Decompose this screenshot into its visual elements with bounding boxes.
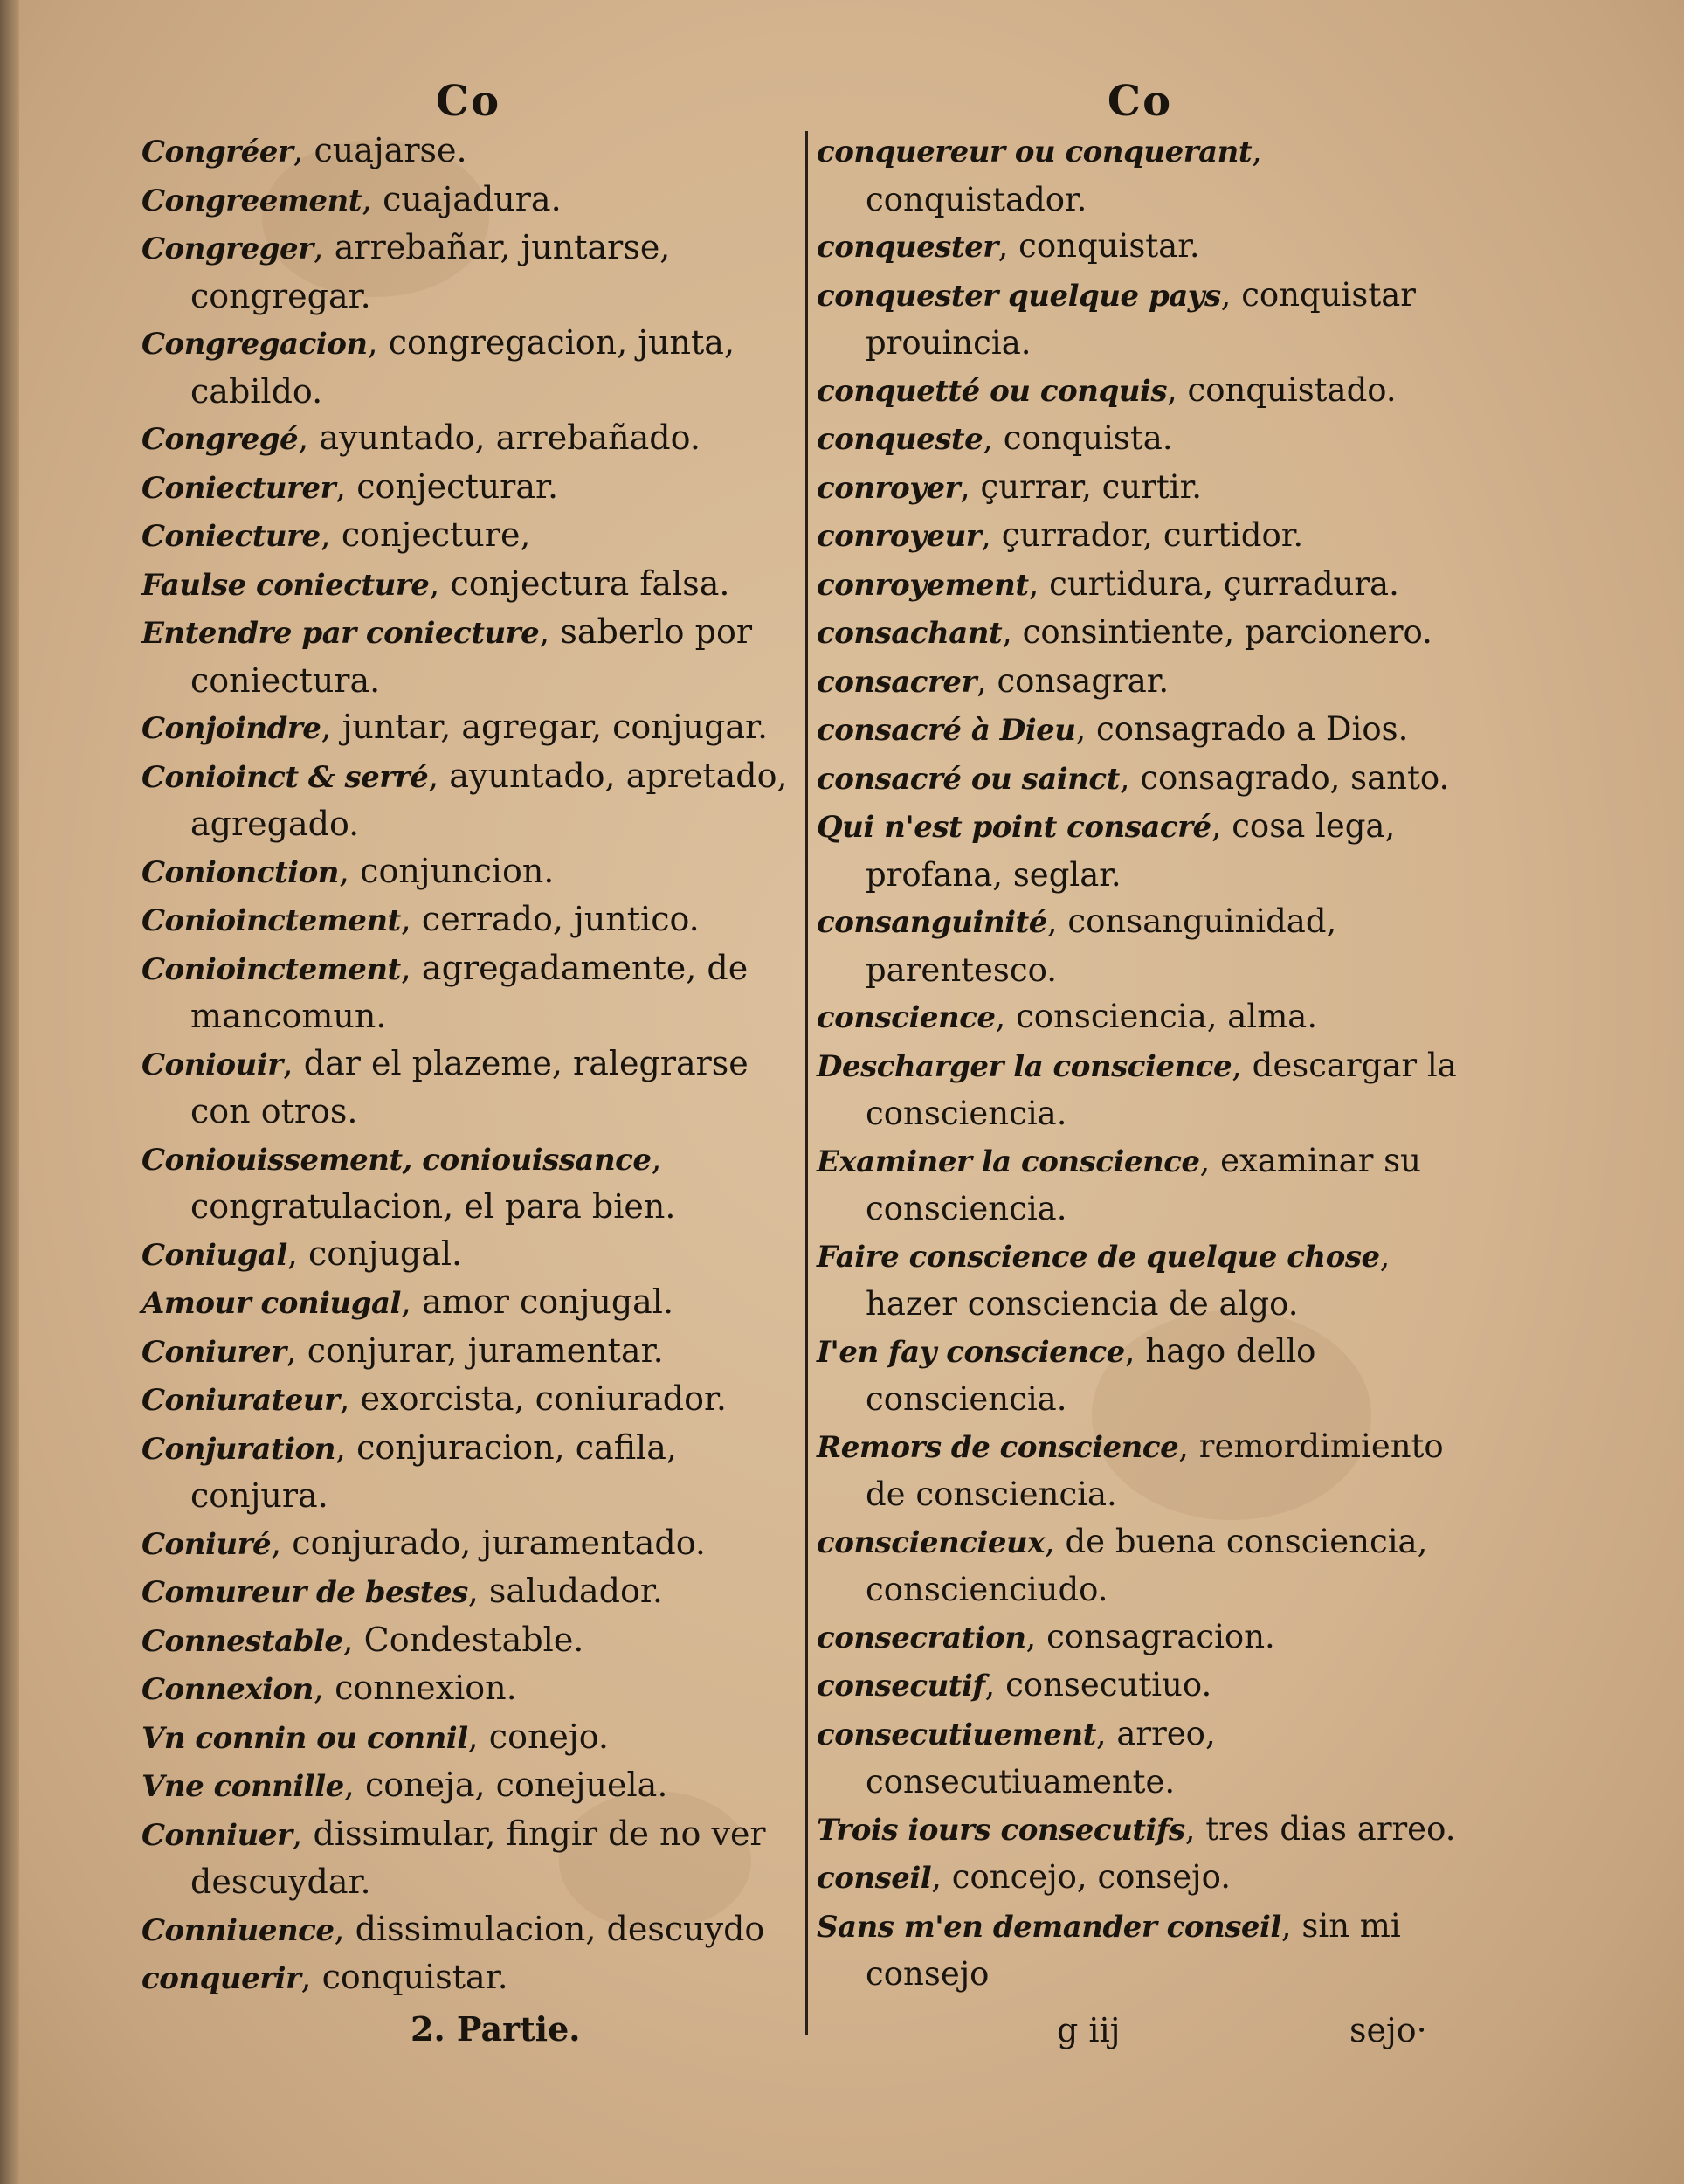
entry-definition: , consecutiuo. — [984, 1666, 1212, 1704]
dictionary-entry — [141, 848, 795, 897]
entry-headword: Comureur de bestes — [141, 1575, 468, 1610]
dictionary-entry — [141, 1906, 795, 1955]
dictionary-entry — [817, 609, 1463, 658]
entry-definition: , arreo, consecutiuamente. — [866, 1714, 1216, 1800]
entry-definition: , conjuncion. — [339, 851, 555, 890]
entry-definition: , juntar, agregar, conjugar. — [321, 708, 769, 746]
entry-headword: Coniecturer — [141, 470, 336, 506]
entry-headword: Descharger la conscience — [817, 1048, 1232, 1084]
dictionary-entry — [141, 464, 795, 513]
entry-definition: , çurrador, curtidor. — [981, 516, 1304, 554]
dictionary-entry — [817, 1518, 1463, 1614]
dictionary-entry — [141, 561, 795, 610]
entry-headword: Congreger — [141, 232, 314, 266]
signature-mark: g iij — [1057, 2011, 1121, 2049]
entry-headword: conquester quelque pays — [817, 278, 1221, 314]
dictionary-entry — [817, 272, 1463, 367]
entry-definition: , conjurado, juramentado. — [271, 1523, 706, 1562]
entry-headword: Congregé — [141, 422, 299, 457]
entry-headword: Faire conscience de quelque chose — [817, 1239, 1380, 1275]
dictionary-entry — [141, 704, 795, 753]
entry-definition: , remordimiento de consciencia. — [866, 1427, 1444, 1513]
dictionary-entry — [141, 1520, 795, 1569]
entry-definition: , dar el plazeme, ralegrarse con otros. — [190, 1043, 749, 1130]
dictionary-entry — [141, 1617, 795, 1666]
entry-headword: Examiner la conscience — [817, 1144, 1200, 1179]
entry-definition: , sin mi consejo — [866, 1906, 1401, 1993]
entry-headword: Faulse coniecture — [141, 567, 430, 603]
entry-definition: , cerrado, juntico. — [400, 900, 700, 938]
entry-list — [817, 128, 1463, 1998]
dictionary-entry — [817, 706, 1463, 755]
page-edge — [0, 0, 19, 2184]
entry-definition: , consagrado a Dios. — [1075, 710, 1409, 748]
column-header: Co — [1107, 77, 1173, 126]
entry-definition: , conquistado. — [1167, 370, 1397, 409]
entry-definition: , conquistador. — [866, 132, 1262, 218]
entry-definition: , examinar su consciencia. — [866, 1141, 1421, 1227]
dictionary-entry — [141, 512, 795, 561]
entry-headword: Connexion — [141, 1672, 314, 1707]
entry-definition: , ayuntado, arrebañado. — [298, 418, 701, 457]
entry-definition: , conjecturar. — [335, 467, 559, 506]
entry-definition: , conjugal. — [286, 1234, 463, 1273]
entry-definition: , conquista. — [983, 419, 1173, 457]
dictionary-entry — [141, 1231, 795, 1280]
entry-headword: Coniuré — [141, 1526, 272, 1562]
entry-definition: , conejo. — [467, 1717, 609, 1756]
entry-headword: Coniugal — [141, 1237, 287, 1273]
entry-definition: , Condestable. — [342, 1620, 584, 1659]
entry-definition: , consintiente, parcionero. — [1002, 613, 1432, 651]
entry-definition: , consciencia, alma. — [995, 998, 1318, 1035]
dictionary-entry — [141, 1328, 795, 1377]
entry-headword: Congréer — [141, 135, 293, 169]
dictionary-entry — [141, 1279, 795, 1328]
entry-definition: , conjuracion, cafila, conjura. — [190, 1427, 677, 1515]
entry-definition: , hazer consciencia de algo. — [866, 1236, 1391, 1323]
entry-headword: conquetté ou conquis — [817, 373, 1167, 409]
entry-definition: , cuajadura. — [361, 179, 562, 218]
entry-definition: , agregadamente, de mancomun. — [190, 948, 749, 1035]
entry-headword: Coniecture — [141, 519, 321, 554]
dictionary-entry — [817, 755, 1463, 804]
entry-definition: , consagrado, santo. — [1119, 758, 1450, 797]
entry-headword: Coniurer — [141, 1334, 286, 1370]
column-divider — [805, 131, 808, 2035]
dictionary-entry — [817, 658, 1463, 707]
entry-definition: , exorcista, coniurador. — [339, 1379, 728, 1418]
entry-definition: , de buena consciencia, conscienciudo. — [866, 1522, 1428, 1608]
dictionary-entry — [141, 1665, 795, 1714]
entry-headword: conroyement — [817, 567, 1029, 603]
entry-definition: , conjurar, juramentar. — [286, 1330, 664, 1370]
entry-headword: Conjuration — [141, 1431, 335, 1467]
entry-headword: consecutiuement — [817, 1717, 1096, 1752]
dictionary-entry — [817, 1233, 1463, 1328]
page-footer-part: 2. Partie. — [411, 2009, 581, 2049]
dictionary-entry — [141, 1040, 795, 1136]
dictionary-entry — [817, 803, 1463, 898]
entry-definition: , dissimulacion, descuydo — [334, 1909, 765, 1948]
entry-headword: I'en fay conscience — [817, 1334, 1125, 1370]
dictionary-entry — [817, 1806, 1463, 1855]
entry-headword: conquester — [817, 230, 998, 265]
dictionary-entry — [141, 609, 795, 704]
entry-headword: Conioinctement — [141, 903, 401, 938]
dictionary-entry — [817, 993, 1463, 1042]
entry-headword: consacré ou sainct — [817, 761, 1120, 797]
entry-headword: conroyer — [817, 470, 960, 506]
entry-headword: Amour coniugal — [141, 1286, 401, 1321]
entry-definition: , conjectura falsa. — [429, 563, 730, 603]
dictionary-entry — [817, 464, 1463, 513]
dictionary-entry — [817, 512, 1463, 561]
entry-definition: , saludador. — [467, 1572, 663, 1610]
entry-headword: Conniuer — [141, 1817, 293, 1853]
entry-definition: , descargar la consciencia. — [866, 1046, 1457, 1132]
dictionary-entry — [141, 1376, 795, 1425]
entry-headword: conscience — [817, 1000, 996, 1035]
entry-definition: , tres dias arreo. — [1184, 1809, 1456, 1848]
dictionary-entry — [141, 1714, 795, 1763]
dictionary-entry — [141, 415, 795, 464]
entry-headword: Entendre par coniecture — [141, 616, 540, 651]
entry-definition: , çurrar, curtir. — [960, 467, 1202, 506]
entry-definition: , coneja, conejuela. — [343, 1766, 668, 1804]
entry-definition: , conquistar prouincia. — [866, 275, 1416, 362]
entry-headword: conquerir — [141, 1961, 301, 1996]
entry-definition: , arrebañar, juntarse, congregar. — [190, 228, 671, 315]
entry-headword: Conniuence — [141, 1912, 335, 1948]
dictionary-entry — [141, 176, 795, 225]
entry-headword: consacré à Dieu — [817, 713, 1076, 748]
entry-headword: conqueste — [817, 422, 983, 457]
dictionary-entry — [141, 320, 795, 415]
entry-headword: consacrer — [817, 664, 977, 700]
entry-definition: , concejo, consejo. — [931, 1858, 1232, 1896]
dictionary-entry — [141, 896, 795, 945]
dictionary-entry — [141, 1568, 795, 1617]
dictionary-entry — [817, 1662, 1463, 1711]
entry-headword: Trois iours consecutifs — [817, 1812, 1185, 1848]
right-column — [817, 77, 1463, 1998]
dictionary-entry — [141, 225, 795, 320]
entry-definition: , ayuntado, apretado, agregado. — [190, 756, 788, 843]
dictionary-entry — [817, 367, 1463, 416]
entry-headword: Conioinctement — [141, 951, 401, 987]
dictionary-entry — [817, 1854, 1463, 1903]
dictionary-entry — [817, 1137, 1463, 1233]
entry-headword: consecutif — [817, 1669, 985, 1704]
entry-definition: , cuajarse. — [293, 131, 467, 169]
entry-list — [141, 128, 795, 2003]
dictionary-entry — [817, 1614, 1463, 1662]
entry-definition: , conjecture, — [320, 515, 531, 554]
dictionary-entry — [817, 1711, 1463, 1806]
dictionary-entry — [141, 1136, 795, 1231]
entry-headword: consanguinité — [817, 905, 1047, 940]
entry-headword: Coniouir — [141, 1047, 283, 1082]
dictionary-entry — [817, 1423, 1463, 1518]
entry-definition: , consanguinidad, parentesco. — [866, 902, 1337, 989]
dictionary-entry — [141, 753, 795, 848]
entry-headword: Sans m'en demander conseil — [817, 1909, 1281, 1945]
entry-definition: , congregacion, junta, cabildo. — [190, 323, 735, 411]
dictionary-entry — [817, 561, 1463, 610]
dictionary-entry — [817, 898, 1463, 993]
dictionary-entry — [141, 1811, 795, 1906]
entry-headword: Conjoindre — [141, 711, 321, 746]
entry-headword: Qui n'est point consacré — [817, 810, 1211, 845]
dictionary-entry — [141, 1425, 795, 1520]
column-header: Co — [435, 77, 501, 126]
dictionary-entry — [817, 1328, 1463, 1423]
entry-definition: , consagracion. — [1025, 1617, 1275, 1655]
entry-headword: consachant — [817, 616, 1003, 651]
entry-definition: , amor conjugal. — [400, 1282, 674, 1321]
dictionary-entry — [141, 1762, 795, 1811]
dictionary-entry — [817, 223, 1463, 272]
entry-headword: Coniurateur — [141, 1383, 340, 1418]
entry-headword: Remors de conscience — [817, 1429, 1179, 1465]
entry-headword: Vn connin ou connil — [141, 1720, 468, 1756]
entry-headword: conquereur ou conquerant — [817, 135, 1253, 169]
entry-headword: Conioinct & serré — [141, 759, 429, 795]
dictionary-entry — [817, 1903, 1463, 1998]
entry-headword: consciencieux — [817, 1524, 1045, 1560]
entry-headword: Congregacion — [141, 327, 368, 362]
entry-definition: , saberlo por coniectura. — [190, 612, 753, 700]
entry-definition: , congratulacion, el para bien. — [190, 1138, 676, 1226]
dictionary-entry — [141, 945, 795, 1040]
entry-definition: , conquistar. — [997, 227, 1200, 265]
entry-headword: consecration — [817, 1620, 1026, 1655]
entry-definition: , hago dello consciencia. — [866, 1331, 1316, 1418]
catchword: sejo· — [1349, 2011, 1427, 2049]
entry-headword: Vne connille — [141, 1769, 344, 1804]
entry-headword: Conionction — [141, 854, 339, 890]
entry-definition: , consagrar. — [976, 661, 1170, 700]
dictionary-entry — [817, 415, 1463, 464]
entry-headword: Coniouissement, coniouissance — [141, 1142, 652, 1178]
entry-definition: , connexion. — [313, 1669, 517, 1707]
entry-definition: , cosa lega, profana, seglar. — [866, 807, 1396, 894]
entry-headword: conroyeur — [817, 519, 982, 554]
dictionary-entry — [141, 128, 795, 176]
dictionary-entry — [817, 1042, 1463, 1137]
entry-definition: , curtidura, çurradura. — [1028, 564, 1399, 603]
entry-headword: Congreement — [141, 183, 362, 218]
entry-headword: conseil — [817, 1861, 932, 1896]
entry-definition: , dissimular, fingir de no ver descuydar. — [190, 1814, 766, 1901]
entry-headword: Connestable — [141, 1623, 343, 1659]
left-column — [141, 77, 795, 2003]
dictionary-entry — [141, 1954, 795, 2003]
dictionary-entry — [817, 128, 1463, 223]
entry-definition: , conquistar. — [300, 1958, 508, 1996]
